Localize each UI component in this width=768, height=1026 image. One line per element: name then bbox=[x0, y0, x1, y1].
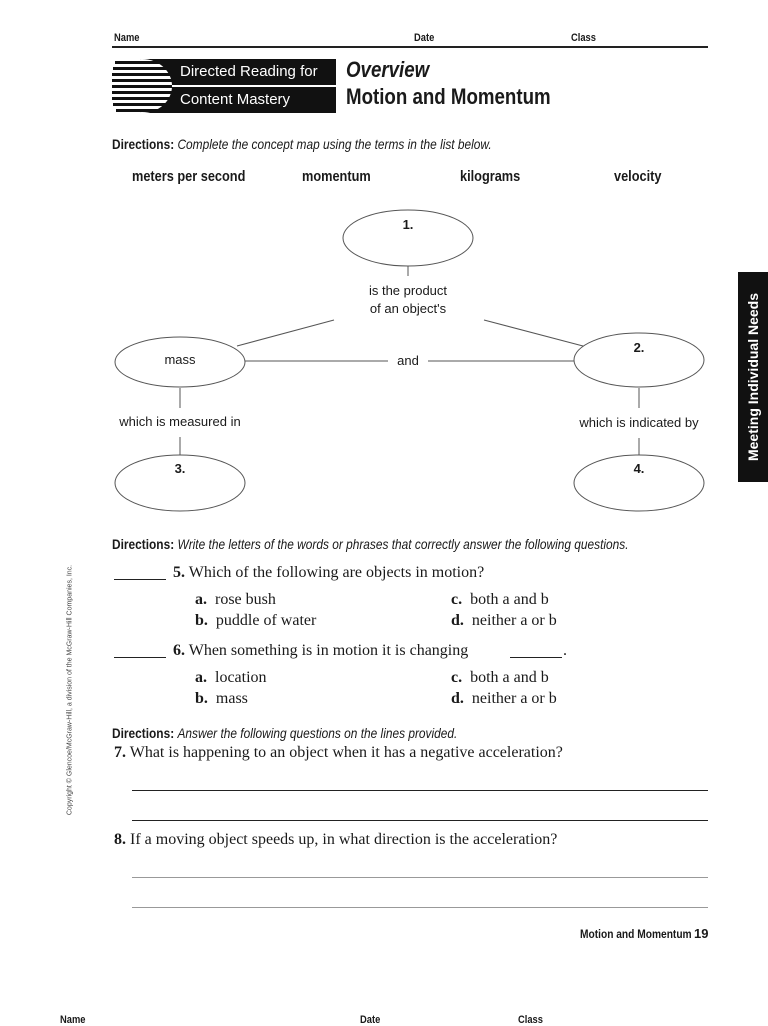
map-node-2[interactable] bbox=[574, 333, 704, 387]
next-page-name-label: Name bbox=[60, 1014, 86, 1026]
next-page-class-label: Class bbox=[518, 1014, 543, 1026]
banner-kicker: Overview bbox=[346, 57, 430, 82]
map-indicated-by: which is indicated by bbox=[579, 415, 699, 430]
map-and: and bbox=[397, 353, 419, 368]
answer-blank-6[interactable] bbox=[114, 657, 166, 658]
term-1: meters per second bbox=[132, 168, 246, 185]
directions-3 bbox=[112, 725, 457, 741]
side-tab bbox=[738, 272, 768, 482]
question-8-number: 8. bbox=[114, 831, 126, 848]
map-link-product bbox=[333, 282, 483, 318]
map-node-4-label: 4. bbox=[633, 461, 645, 476]
name-label: Name bbox=[114, 32, 140, 44]
next-page-date-label: Date bbox=[360, 1014, 381, 1026]
page-number: 19 bbox=[694, 926, 709, 941]
question-7-number: 7. bbox=[114, 744, 126, 761]
question-8-text: If a moving object speeds up, in what direction is the acceleration? bbox=[130, 831, 558, 848]
directions-1-label: Directions: bbox=[112, 136, 175, 152]
date-label: Date bbox=[414, 32, 435, 44]
directions-3-text: Answer the following questions on the lines provided. bbox=[177, 725, 458, 741]
map-node-1-label: 1. bbox=[402, 217, 414, 232]
question-5-number: 5. bbox=[173, 564, 185, 581]
question-6-text: When something is in motion it is changing bbox=[188, 642, 469, 659]
banner-line2: Content Mastery bbox=[180, 91, 291, 108]
answer-line-8a[interactable] bbox=[132, 877, 708, 878]
q5-option-a: a. rose bush bbox=[195, 591, 276, 608]
map-node-4[interactable] bbox=[574, 455, 704, 511]
map-node-3[interactable] bbox=[115, 455, 245, 511]
page-title: Motion and Momentum bbox=[346, 84, 551, 109]
map-link-line-1: is the product bbox=[368, 283, 448, 298]
map-node-mass: mass bbox=[164, 352, 196, 367]
directions-2-text: Write the letters of the words or phrases that correctly answer the following questions. bbox=[177, 536, 629, 552]
q6-option-a: a. location bbox=[195, 669, 267, 686]
question-5-text: Which of the following are objects in motion? bbox=[188, 564, 485, 581]
term-2: momentum bbox=[302, 168, 371, 185]
question-6 bbox=[173, 642, 468, 660]
q5-option-c: c. both a and b bbox=[451, 591, 549, 608]
question-6-number: 6. bbox=[173, 642, 185, 659]
map-measured-in: which is measured in bbox=[119, 414, 241, 429]
q6-option-d: d. neither a or b bbox=[451, 690, 557, 707]
footer-title: Motion and Momentum bbox=[580, 927, 692, 941]
directions-1-text: Complete the concept map using the terms in the list below. bbox=[177, 136, 492, 152]
class-label: Class bbox=[571, 32, 596, 44]
question-5 bbox=[173, 564, 484, 582]
answer-line-7b[interactable] bbox=[132, 820, 708, 821]
question-6-inline-blank[interactable] bbox=[510, 657, 562, 658]
directions-3-label: Directions: bbox=[112, 725, 175, 741]
map-node-2-label: 2. bbox=[633, 340, 645, 355]
map-node-1[interactable] bbox=[343, 210, 473, 266]
directions-2-label: Directions: bbox=[112, 536, 175, 552]
question-6-period: . bbox=[563, 642, 567, 659]
answer-line-8b[interactable] bbox=[132, 907, 708, 908]
q5-option-d: d. neither a or b bbox=[451, 612, 557, 629]
copyright-text: Copyright © Glencoe/McGraw-Hill, a division of the McGraw-Hill Companies, Inc. bbox=[66, 564, 74, 816]
question-8 bbox=[114, 831, 557, 849]
q6-option-b: b. mass bbox=[195, 690, 248, 707]
answer-line-7a[interactable] bbox=[132, 790, 708, 791]
banner-line1: Directed Reading for bbox=[180, 63, 318, 80]
term-4: velocity bbox=[614, 168, 662, 185]
q6-option-c: c. both a and b bbox=[451, 669, 549, 686]
question-7 bbox=[114, 744, 563, 762]
map-node-3-label: 3. bbox=[174, 461, 186, 476]
question-7-text: What is happening to an object when it has a negative acceleration? bbox=[129, 744, 563, 761]
directions-2 bbox=[112, 536, 629, 552]
map-link-line-2: of an object's bbox=[369, 301, 447, 316]
side-tab-label: Meeting Individual Needs bbox=[745, 292, 761, 462]
answer-blank-5[interactable] bbox=[114, 579, 166, 580]
term-3: kilograms bbox=[460, 168, 521, 185]
q5-option-b: b. puddle of water bbox=[195, 612, 317, 629]
